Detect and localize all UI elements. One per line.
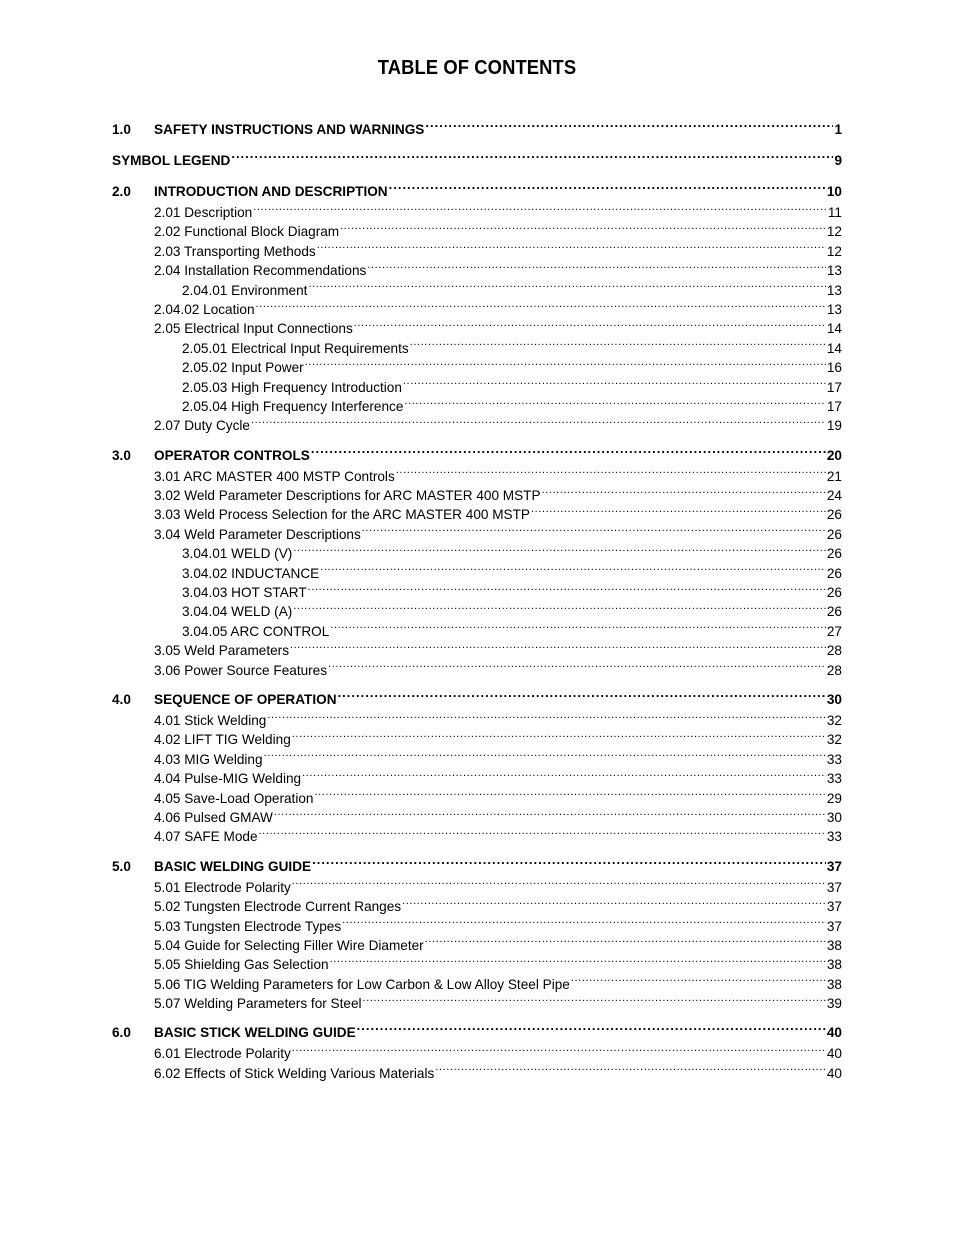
- dot-leader: [363, 994, 826, 1008]
- page-number: 26: [826, 565, 842, 581]
- page-number: 13: [826, 301, 842, 317]
- dot-leader: [251, 416, 826, 430]
- entry-title: 6.02 Effects of Stick Welding Various Materials: [154, 1065, 435, 1081]
- entry-title: 5.01 Electrode Polarity: [154, 879, 291, 895]
- entry-title: 2.04.02 Location: [154, 301, 255, 317]
- toc-section: [112, 150, 842, 172]
- toc-entry[interactable]: [112, 339, 842, 358]
- section-title: INTRODUCTION AND DESCRIPTION: [154, 184, 388, 199]
- page-number: 32: [826, 712, 842, 728]
- toc-entry[interactable]: [112, 711, 842, 730]
- toc-entry[interactable]: [112, 378, 842, 397]
- toc-entry[interactable]: [112, 467, 842, 486]
- dot-leader: [311, 446, 826, 460]
- entry-title: 2.04.01 Environment: [182, 282, 308, 298]
- toc-entry[interactable]: [112, 203, 842, 222]
- dot-leader: [312, 857, 826, 871]
- dot-leader: [259, 827, 826, 841]
- section-number: 2.0: [112, 184, 131, 199]
- section-title: OPERATOR CONTROLS: [154, 447, 310, 463]
- page-number: 28: [826, 662, 842, 678]
- entry-title: 2.01 Description: [154, 205, 253, 220]
- toc-entry[interactable]: [112, 319, 842, 338]
- page-number: 17: [826, 379, 842, 395]
- dot-leader: [571, 975, 826, 989]
- dot-leader: [340, 222, 826, 236]
- toc-entry[interactable]: [112, 261, 842, 280]
- toc-section: [112, 1022, 842, 1083]
- entry-title: 3.02 Weld Parameter Descriptions for ARC MASTER 400 MSTP: [154, 488, 541, 504]
- toc-entry[interactable]: [112, 936, 842, 955]
- dot-leader: [308, 583, 826, 597]
- entry-title: 6.01 Electrode Polarity: [154, 1046, 291, 1062]
- toc-entry[interactable]: [112, 622, 842, 641]
- toc-entry[interactable]: [112, 994, 842, 1013]
- toc-entry[interactable]: [112, 1044, 842, 1063]
- dot-leader: [231, 151, 833, 165]
- entry-title: 2.03 Transporting Methods: [154, 243, 316, 259]
- toc-entry[interactable]: [112, 750, 842, 769]
- section-title: SAFETY INSTRUCTIONS AND WARNINGS: [154, 122, 425, 137]
- dot-leader: [531, 505, 826, 519]
- toc-section: [112, 181, 842, 436]
- entry-title: 4.07 SAFE Mode: [154, 829, 258, 845]
- page-number: 26: [826, 546, 842, 562]
- page-number: 26: [826, 526, 842, 542]
- toc-entry[interactable]: [112, 486, 842, 505]
- page-number: 27: [826, 623, 842, 639]
- entry-title: 4.05 Save-Load Operation: [154, 790, 314, 806]
- entry-title: 2.04 Installation Recommendations: [154, 263, 367, 279]
- toc-entry[interactable]: [112, 564, 842, 583]
- toc-entry[interactable]: [112, 544, 842, 563]
- dot-leader: [256, 300, 826, 314]
- toc-entry[interactable]: [112, 808, 842, 827]
- toc-entry[interactable]: [112, 525, 842, 544]
- toc-section-heading[interactable]: [112, 856, 842, 878]
- toc-entry[interactable]: [112, 769, 842, 788]
- dot-leader: [542, 486, 826, 500]
- toc-section-heading[interactable]: [112, 150, 842, 172]
- toc-entry[interactable]: [112, 300, 842, 319]
- toc-entry[interactable]: [112, 955, 842, 974]
- toc-entry[interactable]: [112, 242, 842, 261]
- dot-leader: [425, 936, 826, 950]
- page-number: 13: [826, 263, 842, 279]
- entry-title: 4.04 Pulse-MIG Welding: [154, 771, 302, 787]
- page-number: 40: [826, 1065, 842, 1081]
- page-number: 37: [826, 879, 842, 895]
- section-title: BASIC WELDING GUIDE: [154, 858, 312, 874]
- dot-leader: [367, 261, 826, 275]
- toc-section: [112, 445, 842, 680]
- toc-entry[interactable]: [112, 897, 842, 916]
- toc-entry[interactable]: [112, 397, 842, 416]
- entry-title: 2.05.03 High Frequency Introduction: [182, 379, 402, 395]
- page-number: 38: [826, 957, 842, 973]
- dot-leader: [274, 808, 826, 822]
- entry-title: 4.02 LIFT TIG Welding: [154, 732, 291, 748]
- page-number: 12: [826, 243, 842, 259]
- entry-title: 5.04 Guide for Selecting Filler Wire Diameter: [154, 937, 424, 953]
- toc-section: [112, 689, 842, 847]
- dot-leader: [290, 641, 826, 655]
- dot-leader: [293, 544, 826, 558]
- page-number: 10: [826, 184, 842, 199]
- toc-section-heading[interactable]: [112, 1022, 842, 1044]
- section-title: BASIC STICK WELDING GUIDE: [154, 1025, 356, 1041]
- toc-entry[interactable]: [112, 602, 842, 621]
- dot-leader: [410, 339, 826, 353]
- page-number: 26: [826, 585, 842, 601]
- dot-leader: [253, 203, 827, 217]
- page-number: 19: [826, 418, 842, 434]
- toc-section-heading[interactable]: [112, 445, 842, 467]
- page-number: 32: [826, 732, 842, 748]
- toc-section-heading[interactable]: [112, 181, 842, 203]
- toc-entry[interactable]: [112, 583, 842, 602]
- page-number: 30: [826, 809, 842, 825]
- page-number: 30: [826, 691, 842, 707]
- dot-leader: [320, 564, 826, 578]
- page-number: 38: [826, 937, 842, 953]
- dot-leader: [402, 897, 826, 911]
- entry-title: 3.04.05 ARC CONTROL: [182, 623, 330, 639]
- page-number: 1: [834, 122, 842, 137]
- toc-entry[interactable]: [112, 358, 842, 377]
- toc-entry[interactable]: [112, 641, 842, 660]
- entry-title: 2.05.04 High Frequency Interference: [182, 398, 404, 414]
- page-number: 20: [826, 447, 842, 463]
- toc-section: [112, 856, 842, 1014]
- entry-title: 3.04 Weld Parameter Descriptions: [154, 526, 361, 542]
- section-title: SYMBOL LEGEND: [112, 153, 231, 168]
- toc-section: [112, 119, 842, 141]
- dot-leader: [292, 878, 826, 892]
- dot-leader: [342, 917, 826, 931]
- page-number: 26: [826, 604, 842, 620]
- toc-section-heading[interactable]: [112, 119, 842, 141]
- dot-leader: [425, 120, 833, 134]
- dot-leader: [317, 242, 826, 256]
- dot-leader: [354, 319, 826, 333]
- dot-leader: [403, 378, 826, 392]
- page-number: 33: [826, 771, 842, 787]
- entry-title: 5.07 Welding Parameters for Steel: [154, 996, 362, 1012]
- toc-entry[interactable]: [112, 789, 842, 808]
- toc-entry[interactable]: [112, 281, 842, 300]
- page-number: 14: [826, 321, 842, 337]
- entry-title: 4.06 Pulsed GMAW: [154, 809, 273, 825]
- toc-entry[interactable]: [112, 975, 842, 994]
- entry-title: 3.06 Power Source Features: [154, 662, 328, 678]
- dot-leader: [302, 769, 826, 783]
- dot-leader: [435, 1064, 826, 1078]
- toc-entry[interactable]: [112, 661, 842, 680]
- page-number: 33: [826, 829, 842, 845]
- dot-leader: [305, 358, 826, 372]
- entry-title: 3.04.03 HOT START: [182, 585, 307, 601]
- entry-title: 3.03 Weld Process Selection for the ARC MASTER 400 MSTP: [154, 507, 530, 523]
- entry-title: 2.05.02 Input Power: [182, 360, 304, 376]
- entry-title: 3.04.04 WELD (A): [182, 604, 293, 620]
- entry-title: 4.03 MIG Welding: [154, 751, 263, 767]
- dot-leader: [357, 1023, 826, 1037]
- page-number: 37: [826, 858, 842, 874]
- page-number: 11: [827, 205, 842, 220]
- page-number: 37: [826, 899, 842, 915]
- entry-title: 2.05 Electrical Input Connections: [154, 321, 353, 337]
- dot-leader: [308, 281, 825, 295]
- dot-leader: [330, 622, 826, 636]
- entry-title: 2.07 Duty Cycle: [154, 418, 250, 434]
- toc-entry[interactable]: [112, 917, 842, 936]
- dot-leader: [338, 690, 826, 704]
- toc-entry[interactable]: [112, 730, 842, 749]
- dot-leader: [330, 955, 826, 969]
- entry-title: 5.05 Shielding Gas Selection: [154, 957, 329, 973]
- table-of-contents: [112, 119, 842, 1092]
- entry-title: 3.05 Weld Parameters: [154, 643, 289, 659]
- section-number: 6.0: [112, 1025, 131, 1041]
- page-number: 28: [826, 643, 842, 659]
- page-number: 38: [826, 976, 842, 992]
- page-number: 26: [826, 507, 842, 523]
- toc-entry[interactable]: [112, 505, 842, 524]
- toc-entry[interactable]: [112, 1064, 842, 1083]
- entry-title: 2.05.01 Electrical Input Requirements: [182, 340, 409, 356]
- page-number: 39: [826, 996, 842, 1012]
- dot-leader: [267, 711, 826, 725]
- section-title: SEQUENCE OF OPERATION: [154, 691, 337, 707]
- page-number: 14: [826, 340, 842, 356]
- section-number: 1.0: [112, 122, 131, 137]
- toc-entry[interactable]: [112, 416, 842, 435]
- dot-leader: [389, 182, 826, 196]
- entry-title: 3.04.02 INDUCTANCE: [182, 565, 320, 581]
- dot-leader: [396, 467, 826, 481]
- entry-title: 5.03 Tungsten Electrode Types: [154, 918, 342, 934]
- page-number: 40: [826, 1046, 842, 1062]
- entry-title: 2.02 Functional Block Diagram: [154, 224, 340, 240]
- entry-title: 3.04.01 WELD (V): [182, 546, 293, 562]
- page-number: 24: [826, 488, 842, 504]
- page-number: 16: [826, 360, 842, 376]
- entry-title: 4.01 Stick Welding: [154, 712, 267, 728]
- dot-leader: [404, 397, 825, 411]
- page-number: 9: [834, 153, 842, 168]
- dot-leader: [314, 789, 825, 803]
- toc-section-heading[interactable]: [112, 689, 842, 711]
- entry-title: 3.01 ARC MASTER 400 MSTP Controls: [154, 468, 395, 484]
- page-number: 17: [826, 398, 842, 414]
- dot-leader: [292, 730, 826, 744]
- section-number: 5.0: [112, 858, 131, 874]
- toc-entry[interactable]: [112, 222, 842, 241]
- entry-title: 5.02 Tungsten Electrode Current Ranges: [154, 899, 402, 915]
- section-number: 4.0: [112, 691, 131, 707]
- dot-leader: [362, 525, 826, 539]
- dot-leader: [293, 602, 826, 616]
- section-number: 3.0: [112, 447, 131, 463]
- page-number: 13: [826, 282, 842, 298]
- toc-entry[interactable]: [112, 878, 842, 897]
- page-number: 33: [826, 751, 842, 767]
- page-number: 12: [826, 224, 842, 240]
- page-title: TABLE OF CONTENTS: [377, 57, 577, 79]
- page-number: 21: [826, 468, 842, 484]
- dot-leader: [264, 750, 826, 764]
- page-number: 40: [826, 1025, 842, 1041]
- page-number: 29: [826, 790, 842, 806]
- entry-title: 5.06 TIG Welding Parameters for Low Carbon & Low Alloy Steel Pipe: [154, 976, 570, 992]
- dot-leader: [292, 1044, 826, 1058]
- dot-leader: [328, 661, 826, 675]
- page-number: 37: [826, 918, 842, 934]
- toc-entry[interactable]: [112, 827, 842, 846]
